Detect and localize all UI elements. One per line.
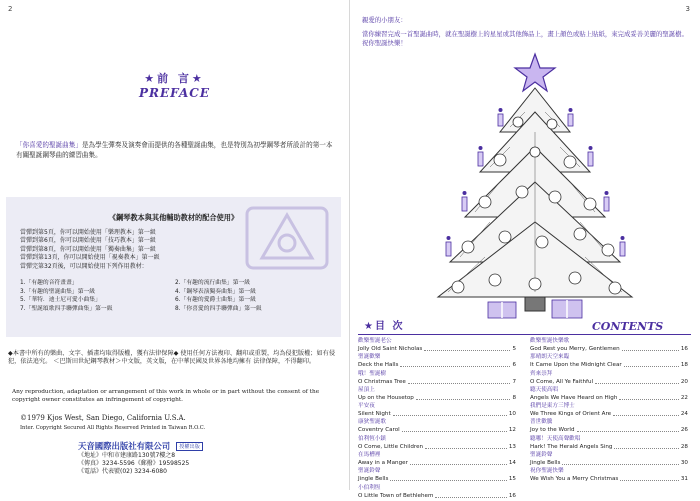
preface-heading-cn: ★前 言★ — [144, 72, 205, 85]
toc-entry — [358, 468, 516, 484]
toc-dot-leader — [390, 475, 506, 481]
toc-entry-cn-title: 祝你聖誕快樂 — [530, 468, 564, 475]
publisher-name-text: 天音國際出版社有限公司 — [78, 441, 171, 451]
toc-entry — [358, 387, 516, 403]
toc-entry — [530, 354, 688, 370]
toc-entry-en-title: We Three Kings of Orient Are — [530, 411, 612, 418]
copyright-line: ©1979 Kjos West, San Diego, California U.S.A. — [20, 414, 186, 422]
toc-entry-en-title: Jingle Bells — [358, 476, 389, 483]
toc-entry-page: 28 — [680, 443, 688, 450]
toc-entry-cn-title: 伯利恆小鎮 — [358, 435, 386, 442]
toc-entry-line — [358, 410, 516, 418]
toc-entry-en-title: Up on the Housetop — [358, 394, 414, 401]
toc-entry-cn-title: 屋頂上 — [358, 386, 375, 393]
toc-entry-page: 15 — [508, 476, 516, 483]
christmas-tree-illustration — [430, 52, 640, 322]
toc-entry-page: 16 — [680, 346, 688, 352]
publisher-name — [78, 440, 203, 452]
toc-entry-line — [530, 426, 688, 434]
authorized-badge: 授權出版 — [176, 442, 203, 451]
toc-heading-en: CONTENTS — [592, 320, 664, 333]
toc-entry-cn-title: 普世歡騰 — [530, 419, 553, 426]
toc-entry-line — [530, 394, 688, 402]
toc-column-left — [358, 338, 516, 501]
tree-star — [515, 54, 555, 91]
toc-heading-cn: ★目 次 — [364, 321, 405, 332]
toc-entry — [358, 354, 516, 370]
materials-lines — [20, 229, 320, 271]
toc-dot-leader — [425, 443, 507, 449]
toc-entry-page: 31 — [680, 476, 688, 483]
toc-entry-line — [358, 459, 516, 467]
toc-entry — [358, 338, 516, 354]
materials-title: 《鋼琴教本與其他輔助教材的配合使用》 — [108, 213, 239, 222]
toc-entry-cn-title: 平安夜 — [358, 403, 375, 410]
toc-entry-en-title: Hark! The Herald Angels Sing — [530, 443, 613, 450]
toc-dot-leader — [435, 492, 506, 498]
left-page — [0, 0, 350, 490]
kid-greeting: 親愛的小朋友： — [362, 16, 407, 24]
toc-entry-page: 20 — [680, 378, 688, 385]
preface-intro — [16, 140, 336, 160]
toc-entry-cn-title: 聽天使高唱 — [530, 386, 558, 393]
copyright-notice-en: Any reproduction, adaptation or arrangement of this work in whole or in part without the consent of the copyright owner constitutes an infringement of copyright. — [12, 389, 320, 403]
toc-entry — [358, 452, 516, 468]
toc-entry-line — [358, 378, 516, 386]
toc-entry-en-title: God Rest you Merry, Gentlemen — [530, 346, 620, 352]
toc-entry-cn-title: 聖誕鈴聲 — [358, 468, 381, 475]
publisher-phone: 《電話》代表號(02) 3234-6080 — [78, 467, 167, 475]
toc-entry-line — [530, 361, 688, 369]
toc-dot-leader — [410, 459, 507, 465]
toc-entry-line — [530, 475, 688, 483]
toc-dot-leader — [416, 394, 511, 400]
materials-list-item: 1.「有趣的音符畫畫」 — [20, 280, 78, 286]
materials-list-item: 7.「聖誕頌歌四手聯彈曲集」第一級 — [20, 305, 113, 312]
materials-list-item: 2.「有趣的流行曲集」第一級 — [175, 280, 251, 286]
toc-entry-line — [358, 345, 516, 353]
toc-entry-page: 16 — [508, 492, 516, 499]
toc-entry-page: 14 — [508, 460, 516, 467]
intro-book-title: 「你喜愛的聖誕曲集」 — [16, 141, 82, 149]
toc-entry-cn-title: 康狄聖誕歌 — [358, 419, 386, 426]
toc-entry-cn-title: 那晴朗天空來臨 — [530, 354, 570, 361]
toc-entry — [530, 387, 688, 403]
toc-entry-page: 8 — [512, 394, 516, 401]
toc-entry-page: 6 — [512, 362, 516, 369]
toc-entry-en-title: Silent Night — [358, 411, 391, 418]
materials-list-item: 4.「鋼琴表演獨奏曲集」第一級 — [175, 288, 256, 295]
toc-entry — [530, 403, 688, 419]
intro-text: 是為學生彈奏及演奏會而提供的各種聖誕曲集，也是特別為初學鋼琴者所設計的第一本有關聖誕鋼琴曲的練習曲集。 — [16, 141, 333, 159]
page-number-right: 3 — [685, 5, 690, 13]
toc-entry-en-title: Deck the Halls — [358, 362, 399, 369]
toc-entry-cn-title: 聽哪！天使高聲歡唱 — [530, 435, 581, 442]
toc-entry-cn-title: 哦！聖誕樹 — [358, 370, 386, 377]
toc-entry-en-title: Jolly Old Saint Nicholas — [358, 346, 423, 352]
materials-list-item: 8.「你喜愛的四手聯彈曲」第一級 — [175, 305, 262, 312]
toc-entry — [358, 403, 516, 419]
toc-entry — [358, 419, 516, 435]
toc-entry-page: 7 — [512, 378, 516, 385]
toc-entry — [530, 468, 688, 484]
copyright-notice-cn: ◆本書中所有的樂曲、文字、插畫均取得版權，獲有法律保障◆ 使用任何方法複印、翻印或重製，均為侵犯版權；如有侵犯，依法追究。 ＜巴斯田世紀鋼琴教材＞中文版，英文版，在中華民國及世界各地均擁有 法律保障，不得翻印。 — [8, 350, 336, 366]
toc-entry-page: 12 — [508, 427, 516, 434]
toc-dot-leader — [402, 426, 507, 432]
toc-entry-en-title: O Little Town of Bethlehem — [358, 492, 434, 499]
toc-entry-page: 22 — [680, 394, 688, 401]
toc-entry-cn-title: 在馬槽裡 — [358, 452, 381, 459]
toc-entry — [530, 452, 688, 468]
toc-entry-en-title: It Came Upon the Midnight Clear — [530, 362, 622, 369]
toc-entry-line — [358, 443, 516, 451]
toc-entry — [530, 338, 688, 354]
toc-entry-page: 24 — [680, 411, 688, 418]
toc-entry-cn-title: 我們是東方三博士 — [530, 403, 575, 410]
toc-dot-leader — [622, 345, 679, 351]
toc-dot-leader — [614, 443, 678, 449]
toc-entry — [358, 485, 516, 501]
toc-entry-line — [530, 410, 688, 418]
toc-entry-line — [530, 459, 688, 467]
materials-line: 當彈完第32頁後，可以開始使用下列作用教材： — [20, 262, 148, 270]
toc-entry-en-title: Coventry Carol — [358, 427, 400, 434]
toc-dot-leader — [595, 378, 679, 384]
toc-entry-cn-title: 歡樂聖誕老公 — [358, 338, 392, 344]
toc-entry-en-title: We Wish You a Merry Christmas — [530, 476, 619, 483]
toc-entry-en-title: Away in a Manger — [358, 460, 408, 467]
materials-list — [20, 279, 330, 313]
materials-line: 當彈到第6頁，你可以開始使用「技巧教本」第一級 — [20, 237, 156, 245]
toc-entry-cn-title: 聖誕歡樂 — [358, 354, 381, 361]
toc-dot-leader — [408, 378, 511, 384]
table-of-contents — [358, 334, 691, 499]
toc-dot-leader — [624, 361, 679, 367]
tree-trunk — [525, 297, 545, 311]
page-number-left: 2 — [8, 5, 13, 13]
toc-dot-leader — [577, 426, 679, 432]
toc-entry — [530, 419, 688, 435]
materials-box — [6, 197, 341, 337]
toc-entry-en-title: O Come, All Ye Faithful — [530, 378, 594, 385]
toc-entry-page: 26 — [680, 427, 688, 434]
toc-entry-page: 13 — [508, 443, 516, 450]
toc-entry-cn-title: 小伯利恆 — [358, 484, 381, 491]
materials-list-item: 3.「有趣的聖誕曲集」第一級 — [20, 288, 96, 295]
toc-entry — [530, 371, 688, 387]
toc-dot-leader — [562, 459, 678, 465]
materials-line: 當彈到第8頁，你可以開始使用「獨奏曲集」第一級 — [20, 245, 156, 253]
toc-entry-en-title: O Come, Little Children — [358, 443, 424, 450]
materials-line: 當彈到第13頁，你可以開始使用「視奏教本」第一級 — [20, 254, 160, 262]
toc-entry — [358, 436, 516, 452]
toc-entry-cn-title: 聖誕鈴聲 — [530, 452, 553, 459]
toc-entry — [530, 436, 688, 452]
toc-entry-cn-title: 齊來崇拜 — [530, 370, 553, 377]
toc-entry-page: 30 — [680, 460, 688, 467]
materials-list-item: 6.「有趣的愛爵士曲集」第一級 — [175, 297, 256, 304]
materials-line: 當彈到第5頁，你可以開始使用「樂理教本」第一級 — [20, 229, 156, 236]
toc-entry-line — [358, 394, 516, 402]
toc-entry-page: 18 — [680, 362, 688, 369]
preface-heading-en: PREFACE — [139, 86, 210, 100]
toc-column-right — [530, 338, 688, 485]
rights-line: Inter. Copyright Secured All Rights Reserved Printed in Taiwan R.O.C. — [20, 425, 206, 431]
toc-entry-page: 10 — [508, 411, 516, 418]
toc-entry — [358, 371, 516, 387]
right-page — [350, 0, 700, 499]
toc-dot-leader — [424, 345, 510, 351]
toc-entry-line — [358, 492, 516, 500]
toc-dot-leader — [393, 410, 507, 416]
toc-entry-line — [358, 361, 516, 369]
toc-entry-line — [530, 345, 688, 353]
toc-entry-cn-title: 歡樂聖誕快樂歌 — [530, 338, 570, 344]
toc-dot-leader — [400, 361, 510, 367]
toc-entry-en-title: Jingle Bells — [530, 460, 561, 467]
toc-entry-line — [358, 426, 516, 434]
toc-entry-line — [530, 443, 688, 451]
toc-dot-leader — [613, 410, 679, 416]
kid-instructions: 當你練習完成一首聖誕曲時，就在聖誕樹上的星星或其他飾品上，畫上顏色或貼上貼紙，來完成妥善美麗的聖誕樹。祝你聖誕快樂！ — [362, 30, 688, 47]
toc-dot-leader — [619, 394, 678, 400]
toc-entry-page: 5 — [512, 346, 516, 352]
toc-entry-line — [530, 378, 688, 386]
toc-dot-leader — [620, 475, 679, 481]
publisher-address: 《地址》中和市建康路130號7樓之8 — [78, 452, 176, 459]
materials-list-item: 5.「華特．迪士尼可愛小曲集」 — [20, 297, 101, 304]
publisher-info — [78, 452, 189, 475]
publisher-fax: 《傳真》3234-5596《郵撥》19598525 — [78, 459, 190, 467]
toc-entry-line — [358, 475, 516, 483]
toc-entry-en-title: Joy to the World — [530, 427, 575, 434]
toc-entry-en-title: Angels We Have Heard on High — [530, 394, 618, 401]
toc-entry-en-title: O Christmas Tree — [358, 378, 406, 385]
